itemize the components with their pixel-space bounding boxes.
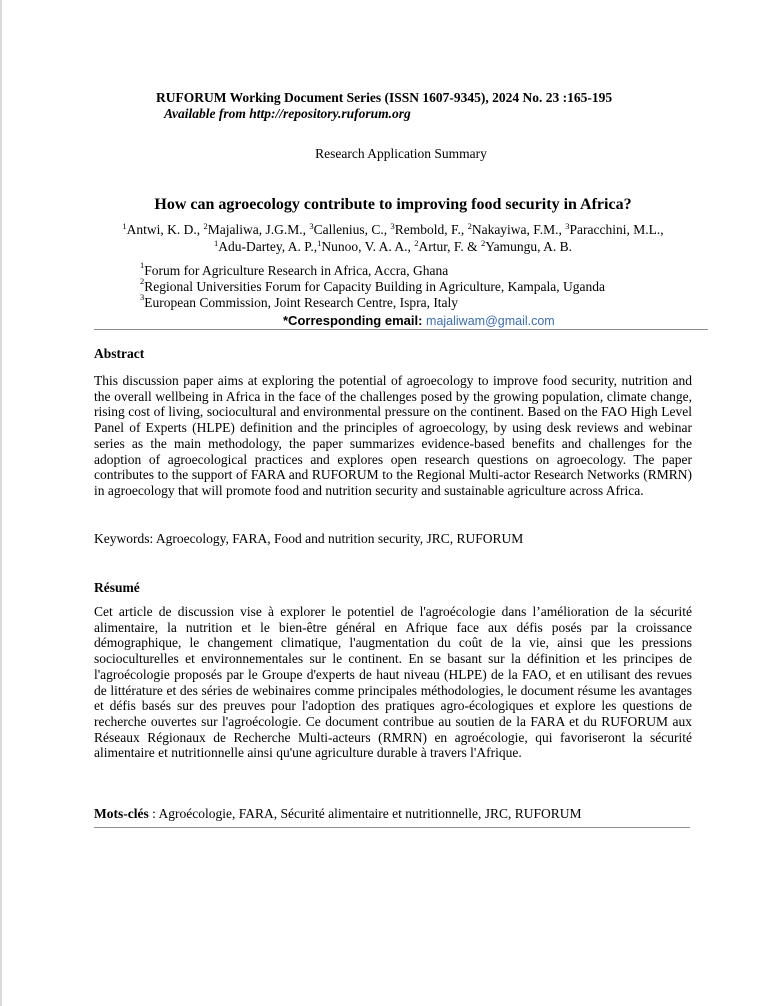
document-category: Research Application Summary	[315, 146, 487, 161]
affiliation-2	[140, 276, 606, 295]
corresponding-email	[283, 313, 555, 328]
divider	[94, 329, 708, 330]
author-name: Yamungu, A. B.	[485, 239, 573, 254]
author-sup: 1	[317, 238, 322, 248]
affiliation-sup: 1	[140, 260, 145, 270]
corresponding-label: *Corresponding email:	[283, 313, 427, 328]
author-sup: 2	[467, 221, 472, 231]
mots-cles-label: Mots-clés	[94, 806, 149, 821]
author-name: Artur, F. &	[418, 239, 481, 254]
author-sup: 3	[390, 221, 395, 231]
affiliation-text: Regional Universities Forum for Capacity Building in Agriculture, Kampala, Uganda	[144, 279, 606, 294]
available-from: Available from http://repository.ruforum.org	[164, 106, 411, 121]
affiliation-sup: 3	[140, 292, 145, 302]
paper-title: How can agroecology contribute to improving food security in Africa?	[154, 196, 632, 213]
author-name: Paracchini, M.L.,	[569, 222, 664, 237]
author-name: Antwi, K. D.,	[126, 222, 204, 237]
author-sup: 3	[309, 221, 314, 231]
affiliation-text: European Commission, Joint Research Centre, Ispra, Italy	[144, 295, 459, 310]
author-name: Rembold, F.,	[394, 222, 468, 237]
author-name: Adu-Dartey, A. P.,	[218, 239, 318, 254]
author-list	[90, 221, 696, 255]
email-link[interactable]: majaliwam@gmail.com	[426, 314, 555, 328]
affiliation-sup: 2	[140, 276, 145, 286]
affiliation-text: Forum for Agriculture Research in Africa, Accra, Ghana	[144, 263, 449, 278]
divider	[94, 827, 690, 828]
author-sup: 2	[203, 221, 208, 231]
mots-cles-list: : Agroécologie, FARA, Sécurité alimentaire et nutritionnelle, JRC, RUFORUM	[148, 806, 582, 821]
author-name: Callenius, C.,	[313, 222, 391, 237]
author-sup: 2	[414, 238, 419, 248]
series-header: RUFORUM Working Document Series (ISSN 1607-9345), 2024 No. 23 :165-195	[156, 90, 613, 105]
mots-cles	[94, 806, 582, 822]
resume-heading: Résumé	[94, 580, 140, 595]
resume-text: Cet article de discussion vise à explorer le potentiel de l'agroécologie dans l’amélioration de la sécurité alimentaire, la nutrition et le bien-être général en Afrique face aux défis posés par la croissance démographique, le changement climatique, l'augmentation du coût de la vie, ainsi que les pressions socioculturelles et environnementales sur le continent. En se basant sur la définition et les principes de l'agroécologie proposés par le Groupe d'experts de haut niveau (HLPE) de la FAO, et en utilisant des revues de littérature et des séries de webinaires comme principales méthodologies, le document résume les avantages et défis basés sur des preuves pour l'adoption des pratiques agro-écologiques et explore les questions de recherche ouvertes sur l'agroécologie. Ce document contribue au soutien de la FARA et du RUFORUM aux Réseaux Régionaux de Recherche Multi-acteurs (RMRN) en agroécologie, qui favoriseront la sécurité alimentaire et nutritionnelle ainsi qu'une agriculture durable à travers l'Afrique.	[94, 604, 692, 761]
affiliation-1	[140, 260, 449, 279]
affiliation-3	[140, 292, 459, 311]
author-sup: 3	[565, 221, 570, 231]
author-sup: 2	[481, 238, 486, 248]
abstract-heading: Abstract	[94, 346, 145, 361]
author-sup: 1	[213, 238, 219, 248]
author-name: Nunoo, V. A. A.,	[321, 239, 415, 254]
abstract-text: This discussion paper aims at exploring the potential of agroecology to improve food security, nutrition and the overall wellbeing in Africa in the face of the challenges posed by the growing population, climate change, rising cost of living, sociocultural and environmental pressure on the continent. Based on the FAO High Level Panel of Experts (HLPE) definition and the principles of agroecology, by using desk reviews and webinar series as the main methodology, the paper summarizes evidence-based benefits and challenges for the adoption of agroecological practices and explores open research questions on agroecology. The paper contributes to the support of FARA and RUFORUM to the Regional Multi-actor Research Networks (RMRN) in agroecology that will promote food and nutrition security and sustainable agriculture across Africa.	[94, 373, 692, 498]
author-name: Majaliwa, J.G.M.,	[207, 222, 310, 237]
keywords: Keywords: Agroecology, FARA, Food and nutrition security, JRC, RUFORUM	[94, 531, 524, 546]
author-name: Nakayiwa, F.M.,	[471, 222, 566, 237]
author-sup: 1	[122, 221, 127, 231]
